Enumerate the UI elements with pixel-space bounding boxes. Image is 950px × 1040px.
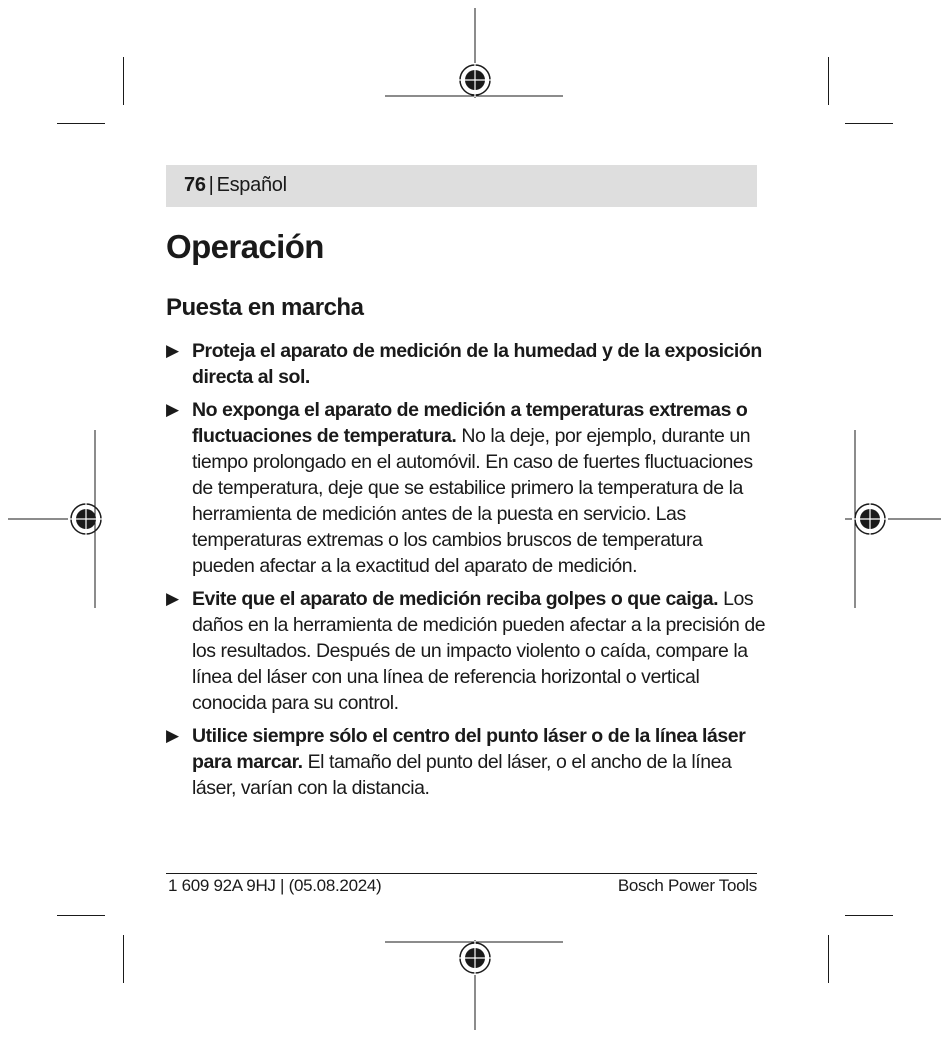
registration-mark-icon <box>8 430 106 610</box>
registration-mark-icon <box>385 8 565 100</box>
item-lead: Evite que el aparato de medición reciba golpes o que caiga. <box>192 588 719 610</box>
bullet-arrow-icon: ▶ <box>166 341 179 360</box>
subsection-title: Puesta en marcha <box>166 294 364 321</box>
item-body: El tamaño del punto del láser, o el ancho de la línea láser, varían con la distancia. <box>192 751 732 799</box>
registration-mark-icon <box>845 430 943 610</box>
item-lead: Proteja el aparato de medición de la humedad y de la exposición directa al sol. <box>192 340 762 388</box>
registration-mark-icon <box>385 938 565 1032</box>
footer-rule <box>166 873 757 874</box>
crop-mark <box>57 123 105 124</box>
page-number: 76 <box>184 174 206 196</box>
list-item <box>166 397 766 579</box>
section-title: Operación <box>166 228 324 265</box>
crop-mark <box>828 935 829 983</box>
crop-mark <box>828 57 829 105</box>
page-header <box>166 165 757 207</box>
crop-mark <box>845 123 893 124</box>
header-language: Español <box>216 174 287 196</box>
bullet-arrow-icon: ▶ <box>166 726 179 745</box>
list-item <box>166 338 766 390</box>
crop-mark <box>57 915 105 916</box>
footer-brand: Bosch Power Tools <box>617 876 757 895</box>
header-text <box>184 174 287 197</box>
safety-list <box>166 338 766 808</box>
crop-mark <box>123 57 124 105</box>
list-item <box>166 723 766 801</box>
bullet-arrow-icon: ▶ <box>166 400 179 419</box>
header-separator: | <box>208 174 214 196</box>
item-body: No la deje, por ejemplo, durante un tiempo prolongado en el automóvil. En caso de fuertes fluctuaciones de temperatura, deje que se estabilice primero la temperatura de la herramienta de medición antes de la puesta en servicio. Las temperaturas extremas o los cambios bruscos de temperatura pueden afectar a la exactitud del aparato de medición. <box>192 425 753 577</box>
footer-doc-code: 1 609 92A 9HJ | (05.08.2024) <box>168 876 382 895</box>
crop-mark <box>123 935 124 983</box>
bullet-arrow-icon: ▶ <box>166 589 179 608</box>
item-lead: No exponga el aparato de medición a temperaturas extremas o fluctuaciones de temperatura. <box>192 399 748 447</box>
crop-mark <box>845 915 893 916</box>
list-item <box>166 586 766 716</box>
item-body: Los daños en la herramienta de medición pueden afectar a la precisión de los resultados. Después de un impacto violento o caída, compare la línea del láser con una línea de referencia horizontal o vertical conocida para su control. <box>192 588 766 714</box>
item-lead: Utilice siempre sólo el centro del punto láser o de la línea láser para marcar. <box>192 725 746 773</box>
